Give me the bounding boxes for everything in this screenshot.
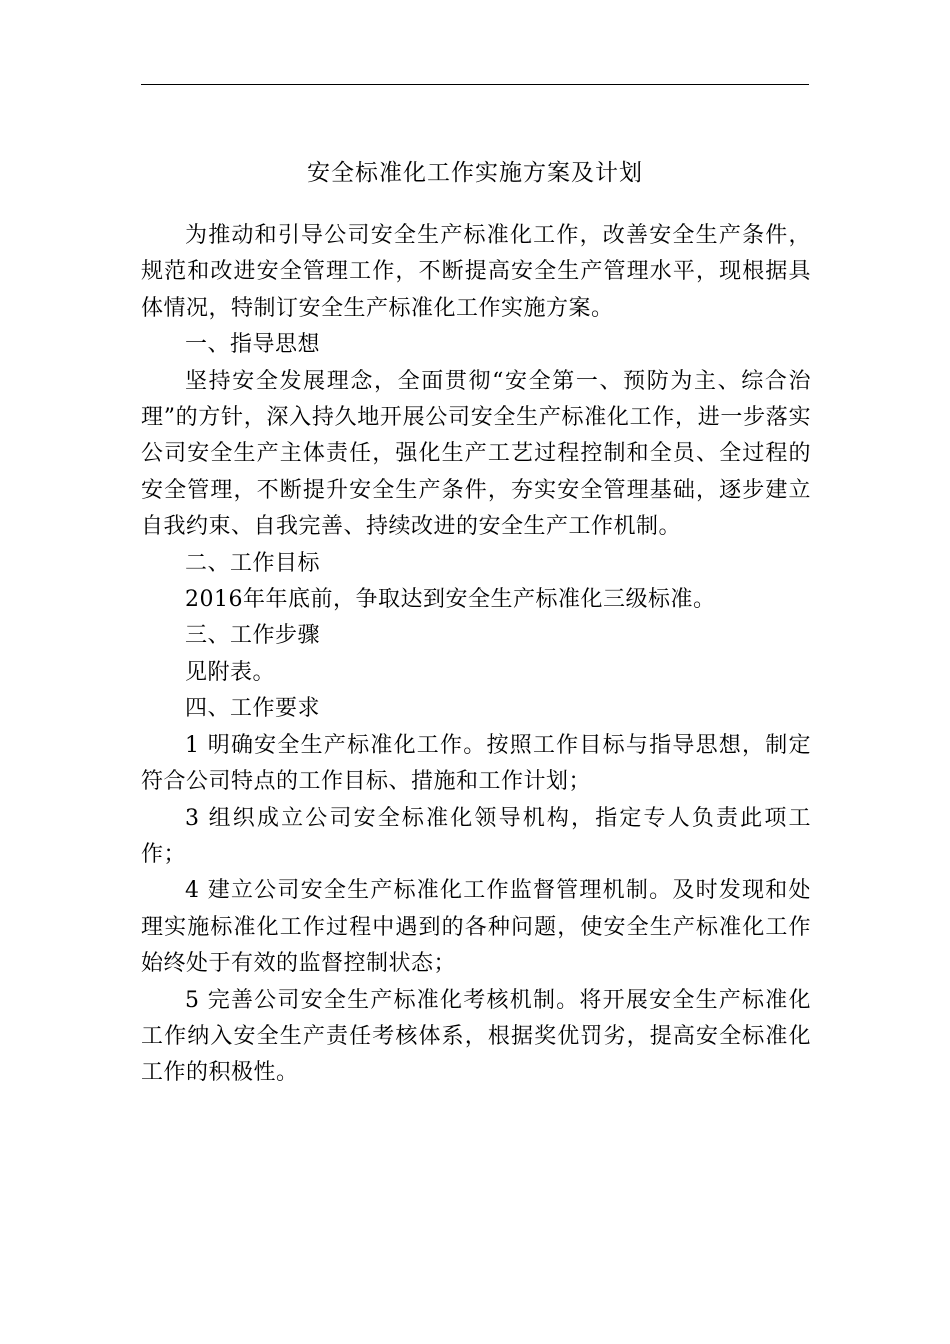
section-heading-work-steps: 三、工作步骤 bbox=[185, 623, 321, 649]
section-heading-guiding-ideology: 一、指导思想 bbox=[185, 332, 321, 358]
requirement-item: 4 建立公司安全生产标准化工作监督管理机制。及时发现和处理实施标准化工作过程中遇到的各种问题，使安全生产标准化工作始终处于有效的监督控制状态； bbox=[141, 878, 811, 977]
header-rule bbox=[141, 84, 809, 85]
requirement-item: 1 明确安全生产标准化工作。按照工作目标与指导思想，制定符合公司特点的工作目标、措施和工作计划； bbox=[141, 732, 811, 795]
intro-paragraph: 为推动和引导公司安全生产标准化工作，改善安全生产条件，规范和改进安全管理工作，不断提高安全生产管理水平，现根据具体情况，特制订安全生产标准化工作实施方案。 bbox=[141, 223, 811, 321]
section-heading-work-goal: 二、工作目标 bbox=[185, 550, 321, 576]
section-heading-work-requirements: 四、工作要求 bbox=[185, 696, 321, 722]
document-title: 安全标准化工作实施方案及计划 bbox=[307, 160, 643, 186]
work-steps-paragraph: 见附表。 bbox=[185, 659, 276, 685]
work-goal-paragraph: 2016年年底前，争取达到安全生产标准化三级标准。 bbox=[185, 587, 716, 613]
guiding-ideology-paragraph: 坚持安全发展理念，全面贯彻“安全第一、预防为主、综合治理”的方针，深入持久地开展公司安全生产标准化工作，进一步落实公司安全生产主体责任，强化生产工艺过程控制和全员、全过程的安全管理，不断提升安全生产条件，夯实安全管理基础，逐步建立自我约束、自我完善、持续改进的安全生产工作机制。 bbox=[141, 368, 811, 540]
document-body bbox=[141, 218, 811, 1092]
requirement-item: 5 完善公司安全生产标准化考核机制。将开展安全生产标准化工作纳入安全生产责任考核体系，根据奖优罚劣，提高安全标准化工作的积极性。 bbox=[141, 987, 811, 1086]
requirement-item: 3 组织成立公司安全标准化领导机构，指定专人负责此项工作； bbox=[141, 805, 811, 867]
